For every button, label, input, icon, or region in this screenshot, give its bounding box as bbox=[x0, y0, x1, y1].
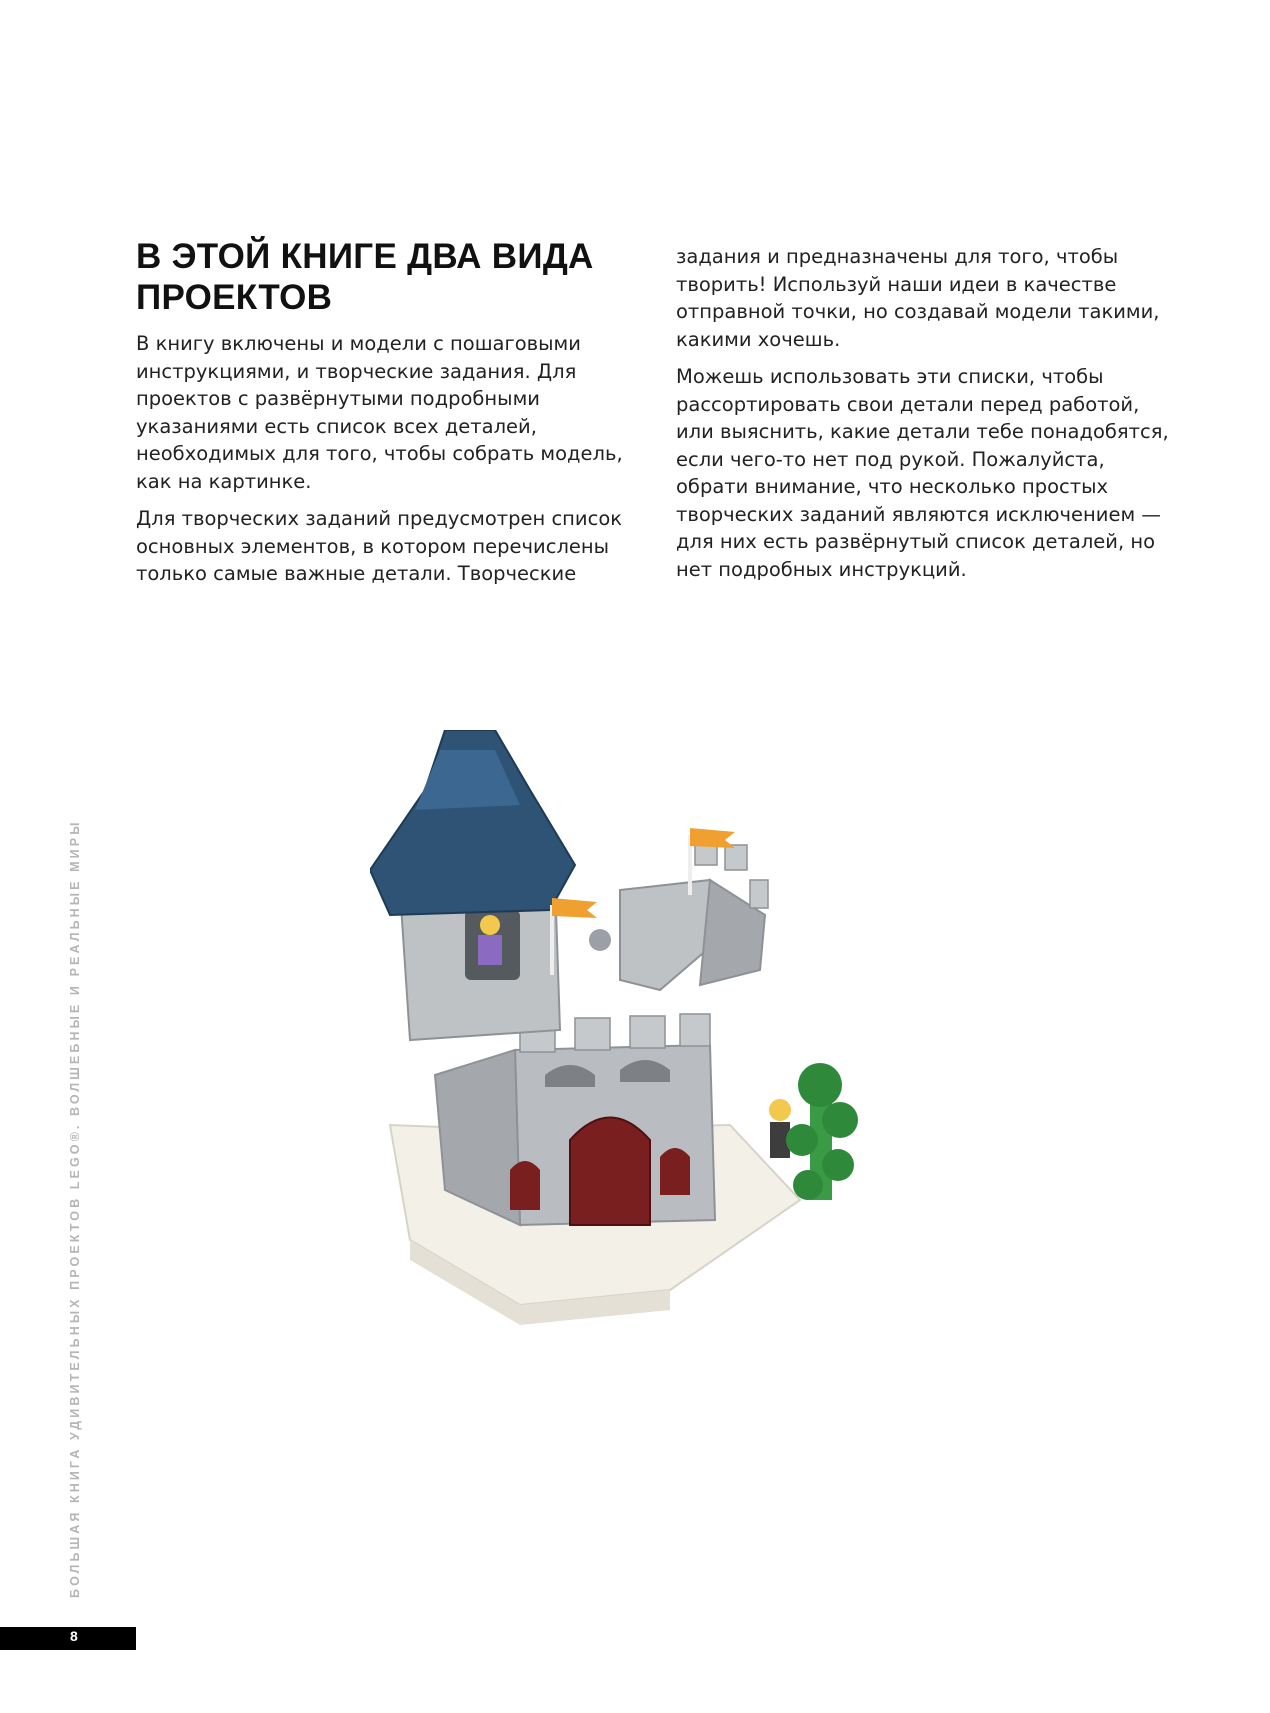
heading-line-1: В ЭТОЙ КНИГЕ ДВА ВИДА bbox=[136, 237, 594, 276]
minifig-knight bbox=[589, 929, 611, 951]
left-paragraph-1: В книгу включены и модели с пошаговыми инструкциями, и творческие задания. Для проектов с развёрнутыми подробными указаниями есть список всех деталей, необходимых для того, чтобы собрать модель, как на картинке. bbox=[136, 332, 623, 493]
right-paragraph-1: задания и предназначены для того, чтобы творить! Используй наши идеи в качестве отправной точки, но создавай модели такими, какими хочешь. bbox=[676, 245, 1160, 351]
section-heading bbox=[136, 236, 656, 318]
castle-window-left bbox=[510, 1161, 540, 1210]
castle-window-right bbox=[660, 1148, 690, 1195]
orange-flag-left bbox=[552, 898, 597, 918]
running-title: БОЛЬШАЯ КНИГА УДИВИТЕЛЬНЫХ ПРОЕКТОВ LEGO®. ВОЛШЕБНЫЕ И РЕАЛЬНЫЕ МИРЫ bbox=[68, 819, 82, 1598]
right-text-column bbox=[676, 243, 1176, 593]
minifig-adventurer bbox=[769, 1099, 791, 1121]
page-number: 8 bbox=[70, 1628, 78, 1644]
left-paragraph-2: Для творческих заданий предусмотрен список основных элементов, в котором перечислены только самые важные детали. Творческие bbox=[136, 507, 623, 585]
page-number-bar bbox=[0, 1627, 136, 1650]
castle-model-photo bbox=[370, 730, 930, 1430]
left-text-column bbox=[136, 330, 626, 598]
castle-door bbox=[570, 1118, 650, 1226]
orange-flag-right bbox=[690, 828, 735, 848]
minifig-princess bbox=[480, 915, 500, 935]
heading-line-2: ПРОЕКТОВ bbox=[136, 278, 333, 317]
right-paragraph-2: Можешь использовать эти списки, чтобы рассортировать свои детали перед работой, или выяснить, какие детали тебе понадобятся, если чего-то нет под рукой. Пожалуйста, обрати внимание, что несколько простых творческих заданий являются исключением — для них есть развёрнутый список деталей, но нет подробных инструкций. bbox=[676, 365, 1169, 581]
green-plant bbox=[786, 1063, 858, 1200]
